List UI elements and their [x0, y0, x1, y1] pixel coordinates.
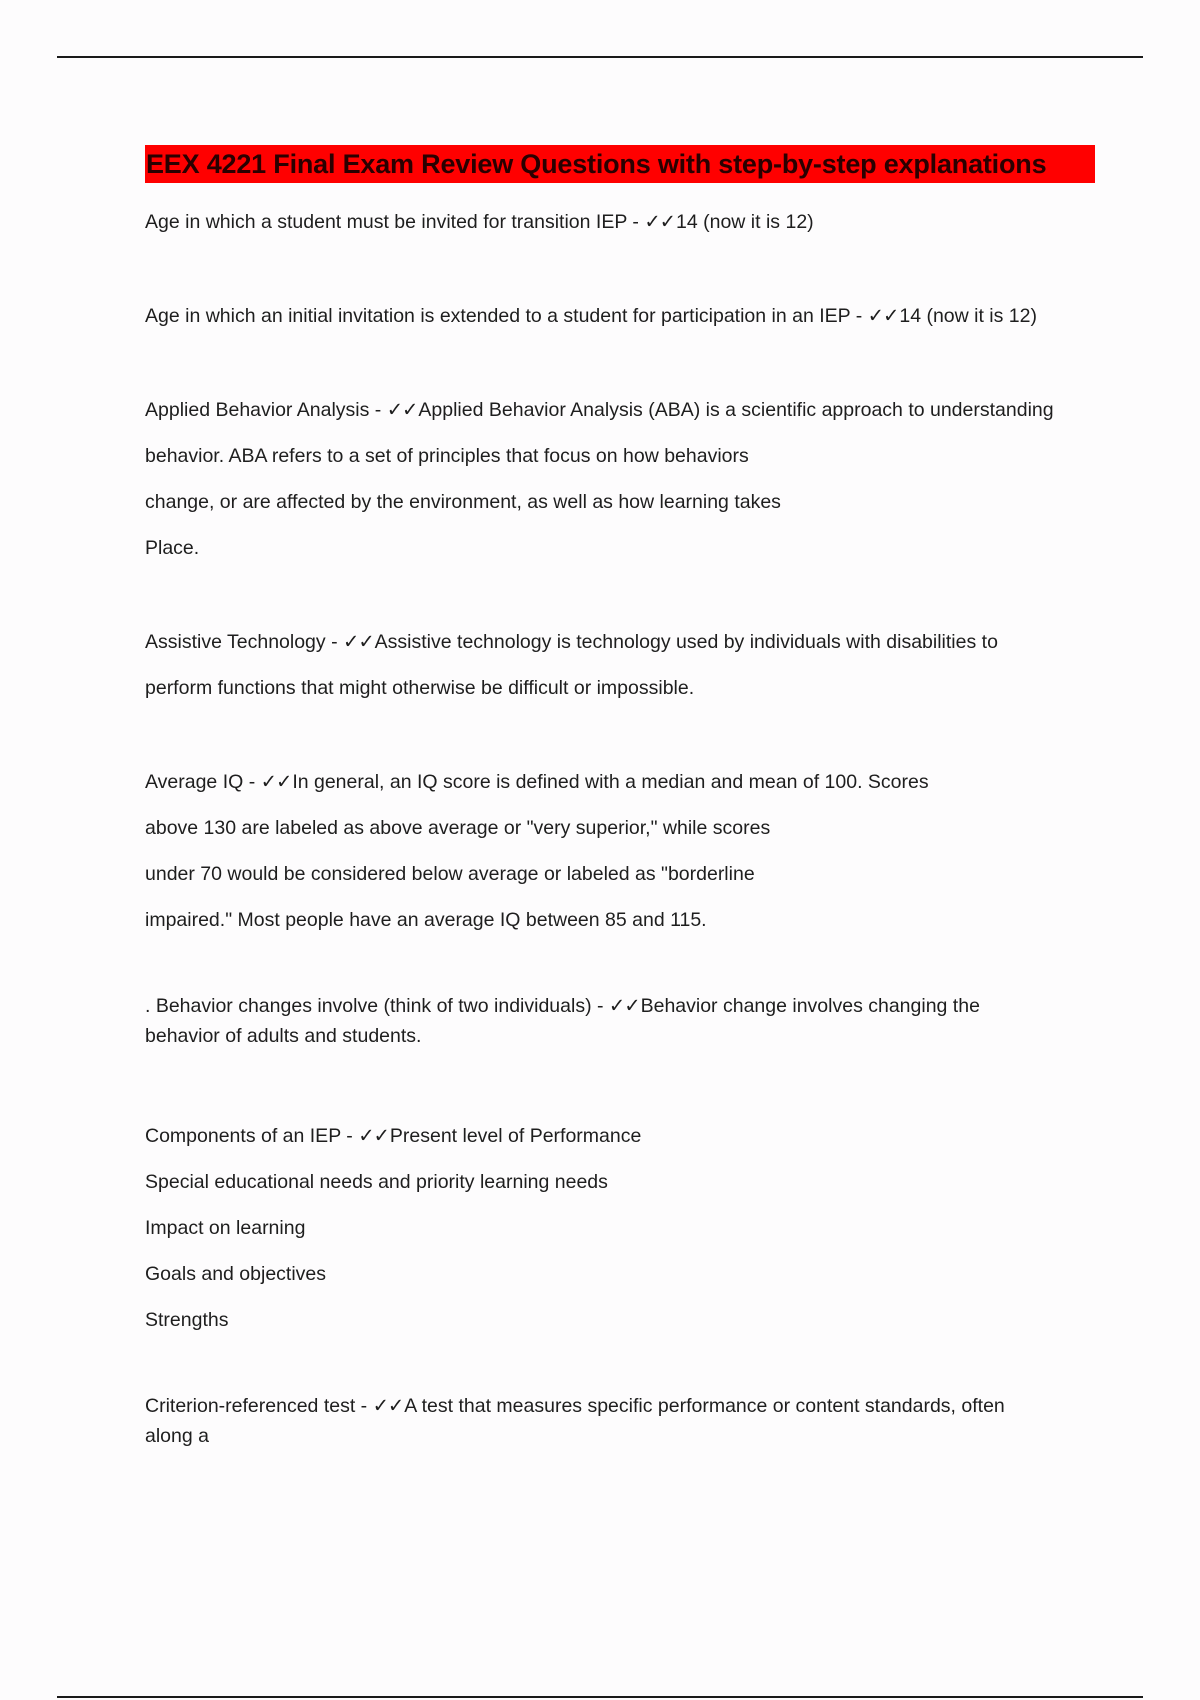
qa-entry — [145, 293, 1095, 339]
check-mark-icon: ✓✓ — [867, 305, 899, 327]
entry-line — [145, 991, 1095, 1021]
entry-answer-line: under 70 would be considered below average or labeled as "borderline — [145, 863, 755, 885]
entry-answer-line: Goals and objectives — [145, 1263, 327, 1285]
qa-entry — [145, 759, 1095, 943]
entry-answer: A test that measures specific performance or content standards, often — [404, 1395, 1005, 1417]
entry-line — [145, 619, 1095, 665]
entry-answer: Behavior change involves changing the — [640, 995, 980, 1017]
document-body — [145, 145, 1095, 1513]
check-mark-icon: ✓✓ — [386, 399, 418, 421]
footer-rule — [57, 1696, 1143, 1698]
entry-answer-line: Strengths — [145, 1309, 229, 1331]
entry-line — [145, 759, 1095, 805]
check-mark-icon: ✓✓ — [608, 995, 640, 1017]
entry-term: Average IQ - — [145, 771, 261, 793]
entry-answer-line: perform functions that might otherwise be difficult or impossible. — [145, 677, 695, 699]
entry-answer-line: Special educational needs and priority learning needs — [145, 1171, 608, 1193]
header-rule — [57, 56, 1143, 58]
document-title: EEX 4221 Final Exam Review Questions with step-by-step explanations — [145, 145, 1095, 183]
check-mark-icon: ✓✓ — [260, 771, 292, 793]
entry-term: Assistive Technology - — [145, 631, 343, 653]
entry-answer: 14 (now it is 12) — [676, 211, 814, 233]
check-mark-icon: ✓✓ — [358, 1125, 389, 1147]
entry-answer-line: impaired." Most people have an average IQ between 85 and 115. — [145, 909, 707, 931]
entry-answer: In general, an IQ score is defined with a median and mean of 100. Scores — [292, 771, 929, 793]
qa-entry — [145, 619, 1095, 711]
entry-answer-line: Impact on learning — [145, 1217, 306, 1239]
entry-line — [145, 293, 1095, 339]
check-mark-icon: ✓✓ — [342, 631, 374, 653]
entry-answer-line: behavior of adults and students. — [145, 1025, 422, 1047]
qa-entry — [145, 1113, 1095, 1343]
entry-term: Criterion-referenced test - — [145, 1395, 373, 1417]
entry-term: Age in which an initial invitation is extended to a student for participation in an IEP - — [145, 305, 868, 327]
entry-answer-line: above 130 are labeled as above average or "very superior," while scores — [145, 817, 771, 839]
check-mark-icon: ✓✓ — [372, 1395, 404, 1417]
entry-answer-line: behavior. ABA refers to a set of principles that focus on how behaviors — [145, 445, 749, 467]
entry-line — [145, 387, 1095, 433]
entry-term: Components of an IEP - — [145, 1125, 359, 1147]
entry-answer: 14 (now it is 12) — [899, 305, 1037, 327]
entry-answer-line: change, or are affected by the environment, as well as how learning takes — [145, 491, 781, 513]
entry-answer: Present level of Performance — [389, 1125, 642, 1147]
entry-term: Age in which a student must be invited for transition IEP - — [145, 211, 645, 233]
entry-line — [145, 1113, 1095, 1159]
entry-term: Applied Behavior Analysis - — [145, 399, 387, 421]
entry-answer-line: along a — [145, 1425, 209, 1447]
qa-entry — [145, 1391, 1095, 1451]
qa-entry — [145, 991, 1095, 1051]
entry-answer-line: Place. — [145, 537, 200, 559]
check-mark-icon: ✓✓ — [644, 211, 676, 233]
entry-line — [145, 1391, 1095, 1421]
entry-answer: Assistive technology is technology used by individuals with disabilities to — [374, 631, 998, 653]
entry-line — [145, 199, 1095, 245]
entry-answer: Applied Behavior Analysis (ABA) is a scientific approach to understanding — [418, 399, 1054, 421]
qa-entry — [145, 387, 1095, 571]
qa-entry — [145, 199, 1095, 245]
entry-term: . Behavior changes involve (think of two individuals) - — [145, 995, 609, 1017]
